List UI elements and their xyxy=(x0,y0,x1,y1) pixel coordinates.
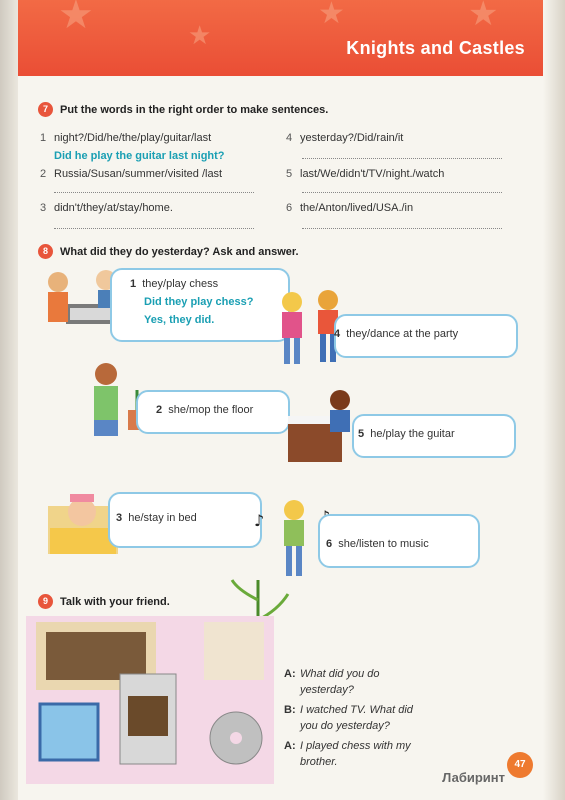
item-words: the/Anton/lived/USA./in xyxy=(300,202,414,214)
bubble-prompt: 4 they/dance at the party xyxy=(334,328,459,340)
sentence-item xyxy=(286,202,413,214)
sentence-item xyxy=(40,202,173,214)
exercise-instruction: What did they do yesterday? Ask and answer. xyxy=(60,246,299,258)
item-words: Russia/Susan/summer/visited /last xyxy=(54,168,223,180)
item-words: night?/Did/he/the/play/guitar/last xyxy=(54,132,212,144)
star-decoration: ★ xyxy=(188,20,212,50)
bubble-prompt: 6 she/listen to music xyxy=(326,538,429,550)
page-edge xyxy=(543,0,565,800)
bubble-prompt: 1 they/play chess xyxy=(130,278,219,290)
item-words: didn't/they/at/stay/home. xyxy=(54,202,173,214)
dialogue-line-a1-cont: yesterday? xyxy=(300,684,354,696)
answer-line[interactable] xyxy=(54,228,254,229)
exercise-badge: 9 xyxy=(38,594,53,609)
star-decoration: ★ xyxy=(58,0,94,37)
bubble-prompt: 5 he/play the guitar xyxy=(358,428,455,440)
answer-line[interactable] xyxy=(302,158,502,159)
sentence-item xyxy=(286,168,444,180)
example-answer: Did he play the guitar last night? xyxy=(54,150,225,162)
item-words: yesterday?/Did/rain/it xyxy=(300,132,404,144)
dialogue-line-a2-cont: brother. xyxy=(300,756,338,768)
svg-text:♪: ♪ xyxy=(254,511,265,530)
page-gutter xyxy=(0,0,18,800)
page-title: Knights and Castles xyxy=(346,38,525,58)
sentence-item xyxy=(40,132,211,144)
item-number: 5 xyxy=(286,168,293,180)
dialogue-line-a2: A: I played chess with my xyxy=(284,740,411,752)
answer-line[interactable] xyxy=(302,192,502,193)
star-decoration: ★ xyxy=(468,0,499,33)
item-number: 4 xyxy=(286,132,293,144)
bubble-prompt: 3 he/stay in bed xyxy=(116,512,197,524)
item-number: 1 xyxy=(40,132,47,144)
example-answer: Yes, they did. xyxy=(144,314,215,326)
collage-pictures xyxy=(26,616,274,784)
page-number: 47 xyxy=(507,752,533,778)
dialogue-line-a1: A: What did you do xyxy=(284,668,380,680)
sentence-item xyxy=(40,168,222,180)
exercise-badge: 7 xyxy=(38,102,53,117)
watermark: Лабиринт xyxy=(442,770,505,785)
bubble-prompt: 2 she/mop the floor xyxy=(156,404,254,416)
answer-line[interactable] xyxy=(54,192,254,193)
star-decoration: ★ xyxy=(318,0,345,30)
header-banner xyxy=(18,0,565,76)
picture-collage xyxy=(26,616,274,784)
item-words: last/We/didn't/TV/night./watch xyxy=(300,168,445,180)
textbook-page xyxy=(18,0,565,800)
item-number: 3 xyxy=(40,202,47,214)
item-number: 6 xyxy=(286,202,293,214)
exercise-instruction: Put the words in the right order to make sentences. xyxy=(60,104,329,116)
answer-line[interactable] xyxy=(302,228,502,229)
exercise-badge: 8 xyxy=(38,244,53,259)
item-number: 2 xyxy=(40,168,47,180)
sentence-item xyxy=(286,132,403,144)
example-question: Did they play chess? xyxy=(144,296,254,308)
dialogue-line-b-cont: you do yesterday? xyxy=(300,720,390,732)
dialogue-line-b: B: I watched TV. What did xyxy=(284,704,413,716)
exercise-instruction: Talk with your friend. xyxy=(60,596,170,608)
